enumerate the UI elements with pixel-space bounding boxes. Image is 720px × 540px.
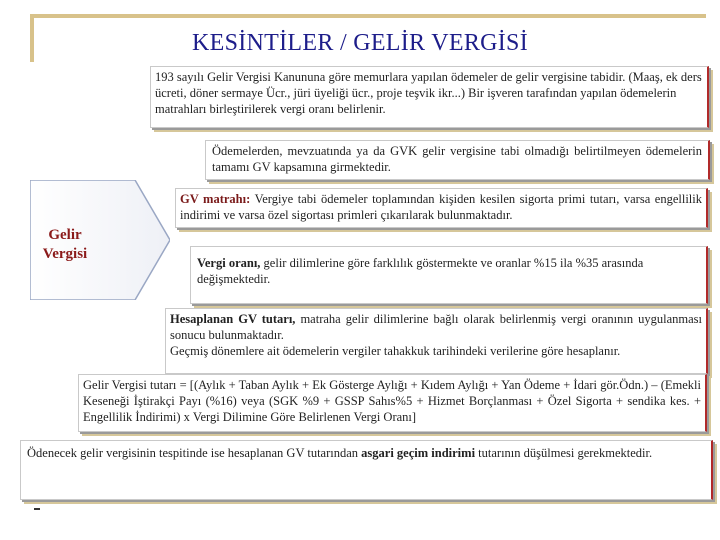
minimum-living-text-before: Ödenecek gelir vergisinin tespitinde ise hesaplanan GV tutarından bbox=[27, 446, 362, 460]
tax-base-text: Vergiye tabi ödemeler toplamından kişiden kesilen sigorta primi tutarı, varsa engellilik indirimi ve varsa özel sigortası primleri çıkarılarak bulunmaktadır. bbox=[180, 192, 702, 222]
info-box-minimum-living bbox=[20, 440, 713, 500]
info-box-scope-text: Ödemelerden, mevzuatında ya da GVK gelir vergisine tabi olmadığı belirtilmeyen ödemelerin tamamı GV kapsamına girmektedir. bbox=[212, 144, 702, 174]
info-box-formula bbox=[78, 374, 707, 432]
calculated-tax-text: matraha gelir dilimlerine bağlı olarak belirlenmiş vergi oranının uygulanması sonucu bulunmaktadır. bbox=[170, 312, 702, 342]
side-label-line2: Vergisi bbox=[42, 246, 88, 262]
minimum-living-bold: asgari geçim indirimi bbox=[361, 446, 476, 460]
tax-base-label: GV matrahı: bbox=[180, 192, 251, 206]
page-title: KESİNTİLER / GELİR VERGİSİ bbox=[192, 30, 528, 56]
past-period-text: Geçmiş dönemlere ait ödemelerin vergiler tahakkuk tarihindeki verilerine göre hesaplanır. bbox=[170, 344, 621, 358]
bullet-mark bbox=[34, 508, 40, 510]
frame-top-border bbox=[30, 14, 706, 18]
side-label bbox=[34, 226, 96, 264]
calculated-tax-label: Hesaplanan GV tutarı, bbox=[170, 312, 296, 326]
side-label-line1: Gelir bbox=[48, 227, 82, 243]
info-box-law bbox=[150, 66, 709, 128]
info-box-law-text: 193 sayılı Gelir Vergisi Kanununa göre memurlara yapılan ödemeler de gelir vergisine tabidir. (Maaş, ek ders ücreti, döner sermaye Ücr., jüri üyeliği ücr., proje teşvik ikr...) Bir işveren tarafından yapılan ödemelerin matrahları birleştirilerek vergi oranı belirlenir. bbox=[155, 70, 702, 116]
formula-text: Gelir Vergisi tutarı = [(Aylık + Taban Aylık + Ek Gösterge Aylığı + Kıdem Aylığı + Yan Ödeme + İdari gör.Ödn.) – (Emekli Keseneği İştirakçi Payı (%16) veya (SGK %9 + GSSP Sahıs%5 + Hizmet Borçlanması + Özel Sigorta + sendika kes. + Engellilik İndirimi) x Vergi Dilimine Göre Belirlenen Vergi Oranı] bbox=[83, 378, 701, 424]
calculated-tax-paragraph bbox=[170, 311, 702, 343]
info-box-tax-base bbox=[175, 188, 708, 228]
tax-rate-label: Vergi oranı, bbox=[197, 256, 261, 270]
info-box-tax-rate bbox=[190, 246, 708, 304]
tax-rate-text: gelir dilimlerine göre farklılık göstermekte ve oranlar %15 ila %35 arasında değişmektedir. bbox=[197, 256, 644, 286]
minimum-living-text-after: tutarının düşülmesi gerekmektedir. bbox=[475, 446, 653, 460]
info-box-calculated-tax bbox=[165, 308, 708, 374]
info-box-scope bbox=[205, 140, 710, 180]
